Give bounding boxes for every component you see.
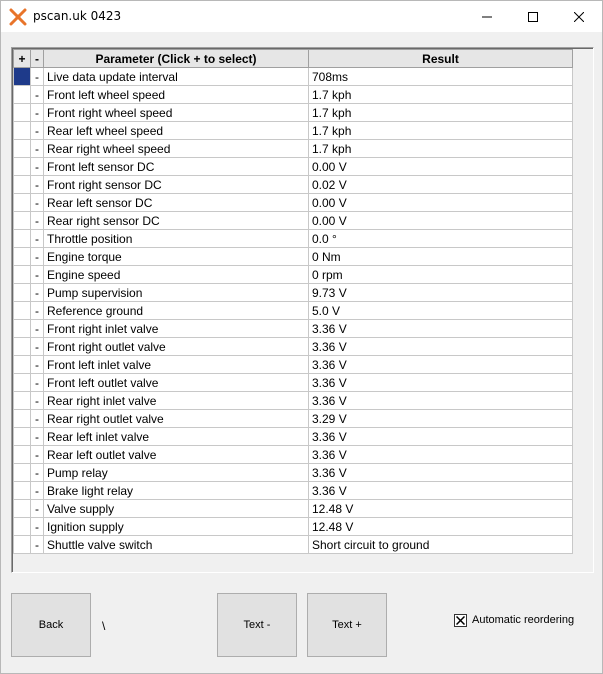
row-select-cell[interactable] <box>14 482 31 500</box>
table-row[interactable] <box>14 536 573 554</box>
maximize-button[interactable] <box>510 1 556 32</box>
row-parameter: Throttle position <box>44 230 309 248</box>
row-result: 3.36 V <box>309 482 573 500</box>
row-select-cell[interactable] <box>14 284 31 302</box>
row-parameter: Rear right outlet valve <box>44 410 309 428</box>
row-parameter: Front left outlet valve <box>44 374 309 392</box>
row-result: 0.00 V <box>309 158 573 176</box>
row-result: Short circuit to ground <box>309 536 573 554</box>
row-result: 3.36 V <box>309 464 573 482</box>
row-result: 0.0 ° <box>309 230 573 248</box>
row-result: 0 Nm <box>309 248 573 266</box>
row-select-cell[interactable] <box>14 194 31 212</box>
table-row[interactable] <box>14 482 573 500</box>
row-result: 708ms <box>309 68 573 86</box>
header-plus[interactable]: + <box>14 50 31 68</box>
table-row[interactable] <box>14 140 573 158</box>
auto-reorder-label[interactable]: Automatic reordering <box>472 614 575 626</box>
row-remove-cell[interactable]: - <box>31 410 44 428</box>
row-select-cell[interactable] <box>14 176 31 194</box>
table-row[interactable] <box>14 68 573 86</box>
row-parameter: Front left sensor DC <box>44 158 309 176</box>
row-result: 3.29 V <box>309 410 573 428</box>
row-remove-cell[interactable]: - <box>31 392 44 410</box>
row-parameter: Front right outlet valve <box>44 338 309 356</box>
row-remove-cell[interactable]: - <box>31 68 44 86</box>
row-remove-cell[interactable]: - <box>31 320 44 338</box>
row-remove-cell[interactable]: - <box>31 518 44 536</box>
row-remove-cell[interactable]: - <box>31 482 44 500</box>
row-parameter: Rear left outlet valve <box>44 446 309 464</box>
row-remove-cell[interactable]: - <box>31 158 44 176</box>
table-row[interactable] <box>14 410 573 428</box>
row-parameter: Front right wheel speed <box>44 104 309 122</box>
table-row[interactable] <box>14 446 573 464</box>
row-remove-cell[interactable]: - <box>31 356 44 374</box>
row-remove-cell[interactable]: - <box>31 122 44 140</box>
row-parameter: Engine speed <box>44 266 309 284</box>
row-select-cell[interactable] <box>14 302 31 320</box>
minimize-icon <box>482 12 492 22</box>
table-row[interactable] <box>14 518 573 536</box>
row-select-cell[interactable] <box>14 392 31 410</box>
row-result: 3.36 V <box>309 446 573 464</box>
row-result: 0.00 V <box>309 194 573 212</box>
row-result: 3.36 V <box>309 338 573 356</box>
row-result: 1.7 kph <box>309 140 573 158</box>
row-remove-cell[interactable]: - <box>31 338 44 356</box>
row-result: 9.73 V <box>309 284 573 302</box>
row-select-cell[interactable] <box>14 338 31 356</box>
close-icon <box>574 12 584 22</box>
row-select-cell[interactable] <box>14 230 31 248</box>
row-remove-cell[interactable]: - <box>31 500 44 518</box>
row-result: 3.36 V <box>309 428 573 446</box>
row-remove-cell[interactable]: - <box>31 86 44 104</box>
row-select-cell[interactable] <box>14 464 31 482</box>
row-select-cell[interactable] <box>14 356 31 374</box>
row-select-cell[interactable] <box>14 500 31 518</box>
minimize-button[interactable] <box>464 1 510 32</box>
row-remove-cell[interactable]: - <box>31 374 44 392</box>
row-select-cell[interactable] <box>14 122 31 140</box>
row-result: 12.48 V <box>309 500 573 518</box>
row-remove-cell[interactable]: - <box>31 230 44 248</box>
back-button[interactable]: Back <box>11 593 91 657</box>
table-row[interactable] <box>14 212 573 230</box>
table-row[interactable] <box>14 104 573 122</box>
row-result: 5.0 V <box>309 302 573 320</box>
table-row[interactable] <box>14 464 573 482</box>
auto-reorder-checkbox[interactable] <box>454 614 467 627</box>
maximize-icon <box>528 12 538 22</box>
title-bar[interactable] <box>1 1 602 32</box>
row-parameter: Reference ground <box>44 302 309 320</box>
row-remove-cell[interactable]: - <box>31 302 44 320</box>
table-row[interactable] <box>14 338 573 356</box>
table-row[interactable] <box>14 284 573 302</box>
row-parameter: Rear right wheel speed <box>44 140 309 158</box>
row-select-cell[interactable] <box>14 428 31 446</box>
table-row[interactable] <box>14 374 573 392</box>
row-parameter: Front right sensor DC <box>44 176 309 194</box>
row-remove-cell[interactable]: - <box>31 266 44 284</box>
row-result: 1.7 kph <box>309 86 573 104</box>
table-row[interactable] <box>14 392 573 410</box>
row-parameter: Brake light relay <box>44 482 309 500</box>
close-button[interactable] <box>556 1 602 32</box>
row-result: 1.7 kph <box>309 104 573 122</box>
row-result: 3.36 V <box>309 392 573 410</box>
row-parameter: Front right inlet valve <box>44 320 309 338</box>
row-select-cell[interactable] <box>14 536 31 554</box>
row-result: 3.36 V <box>309 356 573 374</box>
row-parameter: Rear left inlet valve <box>44 428 309 446</box>
table-row[interactable] <box>14 194 573 212</box>
row-parameter: Rear left sensor DC <box>44 194 309 212</box>
row-remove-cell[interactable]: - <box>31 104 44 122</box>
row-select-cell[interactable] <box>14 248 31 266</box>
header-parameter[interactable]: Parameter (Click + to select) <box>44 50 309 68</box>
row-select-cell[interactable] <box>14 446 31 464</box>
row-remove-cell[interactable]: - <box>31 140 44 158</box>
row-remove-cell[interactable]: - <box>31 446 44 464</box>
row-select-cell[interactable] <box>14 158 31 176</box>
row-parameter: Rear right inlet valve <box>44 392 309 410</box>
row-result: 0.00 V <box>309 212 573 230</box>
table-row[interactable] <box>14 86 573 104</box>
row-remove-cell[interactable]: - <box>31 176 44 194</box>
row-result: 1.7 kph <box>309 122 573 140</box>
row-select-cell[interactable] <box>14 410 31 428</box>
table-row[interactable] <box>14 176 573 194</box>
row-remove-cell[interactable]: - <box>31 194 44 212</box>
table-row[interactable] <box>14 428 573 446</box>
row-select-cell[interactable] <box>14 212 31 230</box>
row-remove-cell[interactable]: - <box>31 284 44 302</box>
row-result: 3.36 V <box>309 374 573 392</box>
row-parameter: Pump supervision <box>44 284 309 302</box>
row-result: 0.02 V <box>309 176 573 194</box>
row-result: 0 rpm <box>309 266 573 284</box>
window-title: pscan.uk 0423 <box>33 9 122 23</box>
table-row[interactable] <box>14 302 573 320</box>
separator-text: \ <box>102 619 106 633</box>
parameter-table <box>13 49 573 554</box>
text-increase-button[interactable]: Text + <box>307 593 387 657</box>
row-select-cell[interactable] <box>14 86 31 104</box>
row-parameter: Valve supply <box>44 500 309 518</box>
row-remove-cell[interactable]: - <box>31 536 44 554</box>
table-row[interactable] <box>14 230 573 248</box>
row-select-cell[interactable] <box>14 266 31 284</box>
table-row[interactable] <box>14 122 573 140</box>
row-select-cell[interactable] <box>14 68 31 86</box>
row-result: 3.36 V <box>309 320 573 338</box>
row-parameter: Shuttle valve switch <box>44 536 309 554</box>
table-row[interactable] <box>14 248 573 266</box>
app-logo-icon <box>9 8 27 26</box>
row-select-cell[interactable] <box>14 518 31 536</box>
table-row[interactable] <box>14 356 573 374</box>
table-row[interactable] <box>14 158 573 176</box>
header-minus[interactable]: - <box>31 50 44 68</box>
table-row[interactable] <box>14 500 573 518</box>
row-parameter: Ignition supply <box>44 518 309 536</box>
row-result: 12.48 V <box>309 518 573 536</box>
row-remove-cell[interactable]: - <box>31 464 44 482</box>
row-select-cell[interactable] <box>14 104 31 122</box>
row-parameter: Engine torque <box>44 248 309 266</box>
table-row[interactable] <box>14 266 573 284</box>
row-parameter: Rear left wheel speed <box>44 122 309 140</box>
checkmark-icon <box>456 616 465 625</box>
row-select-cell[interactable] <box>14 320 31 338</box>
row-remove-cell[interactable]: - <box>31 212 44 230</box>
table-row[interactable] <box>14 320 573 338</box>
row-parameter: Pump relay <box>44 464 309 482</box>
header-result[interactable]: Result <box>309 50 573 68</box>
row-select-cell[interactable] <box>14 374 31 392</box>
row-remove-cell[interactable]: - <box>31 428 44 446</box>
row-parameter: Live data update interval <box>44 68 309 86</box>
row-parameter: Front left inlet valve <box>44 356 309 374</box>
table-header-row <box>14 50 573 68</box>
row-parameter: Front left wheel speed <box>44 86 309 104</box>
row-parameter: Rear right sensor DC <box>44 212 309 230</box>
row-remove-cell[interactable]: - <box>31 248 44 266</box>
text-decrease-button[interactable]: Text - <box>217 593 297 657</box>
row-select-cell[interactable] <box>14 140 31 158</box>
